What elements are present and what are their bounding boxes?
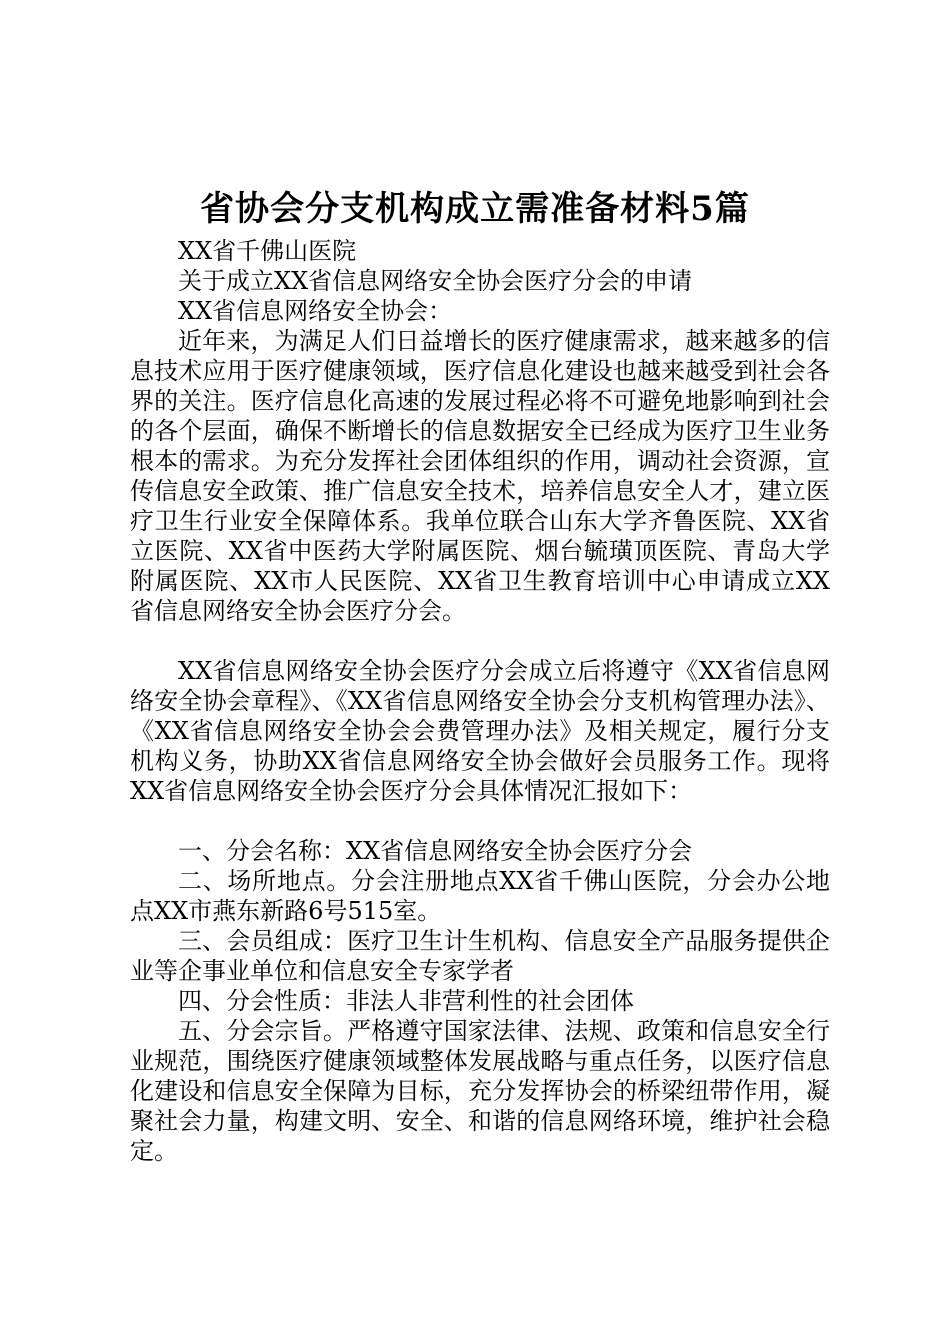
application-subject: 关于成立XX省信息网络安全协会医疗分会的申请 [178, 267, 693, 295]
body-paragraph-commitment: XX省信息网络安全协会医疗分会成立后将遵守《XX省信息网络安全协会章程》、《XX省信息网络安全协会分支机构管理办法》、《XX省信息网络安全协会会费管理办法》及相关规定，履行分支机构义务，协助XX省信息网络安全协会做好会员服务工作。现将XX省信息网络安全协会医疗分会具体情况汇报如下： [130, 657, 830, 805]
item-purpose: 五、分会宗旨。严格遵守国家法律、法规、政策和信息安全行业规范，围绕医疗健康领域整体发展战略与重点任务，以医疗信息化建设和信息安全保障为目标，充分发挥协会的桥梁纽带作用，凝聚社会力量，构建文明、安全、和谐的信息网络环境，维护社会稳定。 [130, 1017, 830, 1165]
item-nature: 四、分会性质：非法人非营利性的社会团体 [178, 987, 634, 1015]
paragraph-gap [130, 626, 830, 656]
item-location: 二、场所地点。分会注册地点XX省千佛山医院，分会办公地点XX市燕东新路6号515室。 [130, 867, 830, 925]
hospital-name: XX省千佛山医院 [178, 237, 357, 265]
item-branch-name: 一、分会名称：XX省信息网络安全协会医疗分会 [178, 837, 693, 865]
document-title: 省协会分支机构成立需准备材料5篇 [200, 189, 750, 229]
document-body [130, 236, 830, 1166]
paragraph-gap [130, 806, 830, 836]
recipient: XX省信息网络安全协会： [178, 297, 453, 325]
item-members: 三、会员组成：医疗卫生计生机构、信息安全产品服务提供企业等企事业单位和信息安全专家学者 [130, 927, 830, 985]
body-paragraph-background: 近年来，为满足人们日益增长的医疗健康需求，越来越多的信息技术应用于医疗健康领域，医疗信息化建设也越来越受到社会各界的关注。医疗信息化高速的发展过程必将不可避免地影响到社会的各个层面，确保不断增长的信息数据安全已经成为医疗卫生业务根本的需求。为充分发挥社会团体组织的作用，调动社会资源，宣传信息安全政策、推广信息安全技术，培养信息安全人才，建立医疗卫生行业安全保障体系。我单位联合山东大学齐鲁医院、XX省立医院、XX省中医药大学附属医院、烟台毓璜顶医院、青岛大学附属医院、XX市人民医院、XX省卫生教育培训中心申请成立XX省信息网络安全协会医疗分会。 [130, 327, 830, 625]
